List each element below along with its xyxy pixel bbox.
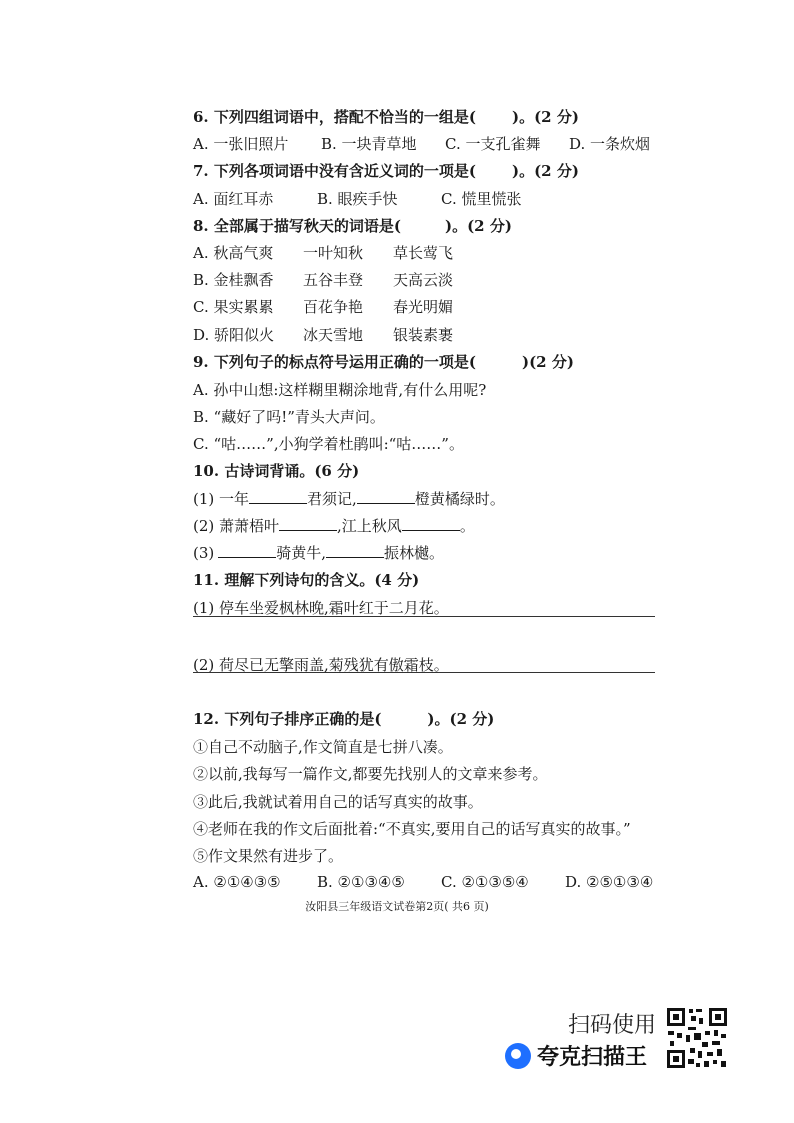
question-6-stem: 6. 下列四组词语中，搭配不恰当的一组是( )。(2 分) [193,108,579,126]
option: B. ②①③④⑤ [317,873,405,891]
sentence-5: ⑤作文果然有进步了。 [193,847,344,865]
option: A. 一张旧照片 [193,135,289,153]
question-7-options [193,189,521,209]
option: C. 一支孔雀舞 [445,135,541,153]
question-9-option-c: C. “咕……”,小狗学着杜鹃叫:“咕……”。 [193,435,464,453]
question-8-stem: 8. 全部属于描写秋天的词语是( )。(2 分) [193,217,512,235]
answer-blank[interactable] [249,489,307,504]
option: A. ②①④③⑤ [193,873,281,891]
page-footer: 汝阳县三年级语文试卷第2页( 共6 页) [305,900,489,913]
sentence-3: ③此后,我就试着用自己的话写真实的故事。 [193,793,483,811]
quark-logo-icon [505,1043,531,1069]
sentence-1: ①自己不动脑子,作文简直是七拼八凑。 [193,738,453,756]
question-8-row-d: D. 骄阳似火 冰天雪地 银装素裹 [193,326,454,344]
question-8-row-a: A. 秋高气爽 一叶知秋 草长莺飞 [193,244,454,262]
scan-caption: 扫码使用 [568,1013,657,1038]
poem-line-1: (1) 一年 君须记, 橙黄橘绿时。 [193,490,505,508]
question-8-row-c: C. 果实累累 百花争艳 春光明媚 [193,298,454,316]
poem-sentence-2: (2) 荷尽已无擎雨盖,菊残犹有傲霜枝。 [193,656,449,674]
qr-code-icon[interactable] [666,1007,728,1069]
option: C. ②①③⑤④ [441,873,529,891]
question-7-stem: 7. 下列各项词语中没有含近义词的一项是( )。(2 分) [193,162,579,180]
sentence-2: ②以前,我每写一篇作文,都要先找别人的文章来参考。 [193,765,548,783]
question-12-options [193,872,653,892]
question-9-option-b: B. “藏好了吗!”青头大声问。 [193,408,385,426]
question-9-stem: 9. 下列句子的标点符号运用正确的一项是( )(2 分) [193,353,574,371]
answer-line[interactable] [193,672,655,673]
poem-line-3: (3) 骑黄牛, 振林樾。 [193,544,445,562]
option: A. 面红耳赤 [193,190,274,208]
poem-sentence-1: (1) 停车坐爱枫林晚,霜叶红于二月花。 [193,599,449,617]
answer-blank[interactable] [279,516,337,531]
question-6-options [193,134,650,154]
scanner-brand [505,1040,647,1071]
question-10-stem: 10. 古诗词背诵。(6 分) [193,462,360,480]
option: B. 一块青草地 [321,135,417,153]
option: D. ②⑤①③④ [565,873,654,891]
answer-line[interactable] [193,616,655,617]
option: C. 慌里慌张 [441,190,522,208]
answer-blank[interactable] [357,489,415,504]
question-11-stem: 11. 理解下列诗句的含义。(4 分) [193,571,420,589]
question-9-option-a: A. 孙中山想:这样糊里糊涂地背,有什么用呢? [193,381,487,399]
option: B. 眼疾手快 [317,190,398,208]
sentence-4: ④老师在我的作文后面批着:“不真实,要用自己的话写真实的故事。” [193,820,631,838]
answer-blank[interactable] [402,516,460,531]
answer-blank[interactable] [218,543,276,558]
brand-name: 夸克扫描王 [537,1045,648,1070]
poem-line-2: (2) 萧萧梧叶 ,江上秋风 。 [193,517,475,535]
question-8-row-b: B. 金桂飘香 五谷丰登 天高云淡 [193,271,454,289]
option: D. 一条炊烟 [569,135,651,153]
answer-blank[interactable] [326,543,384,558]
question-12-stem: 12. 下列句子排序正确的是( )。(2 分) [193,710,495,728]
